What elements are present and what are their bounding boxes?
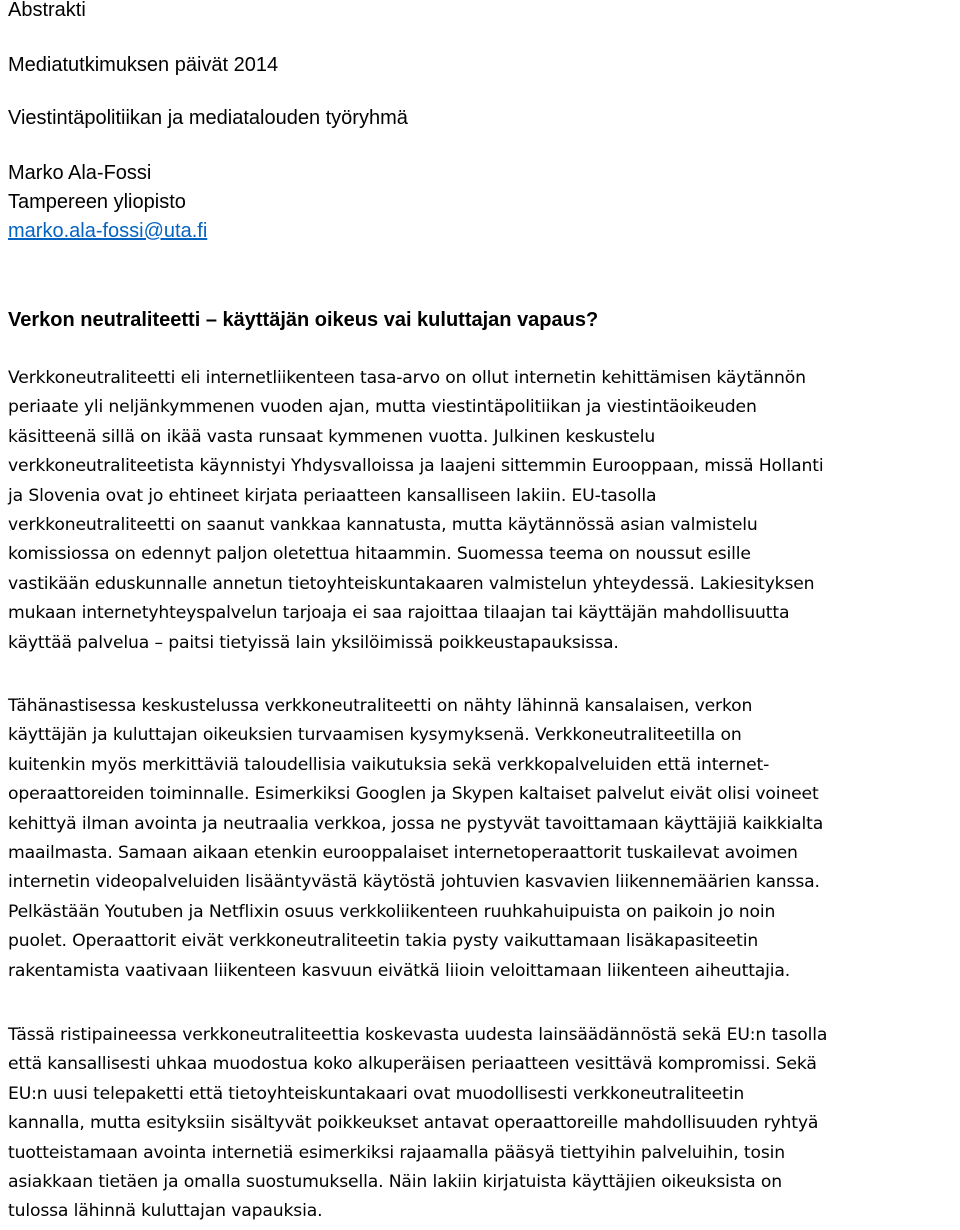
paragraph-line: Tässä ristipaineessa verkkoneutraliteettia koskevasta uudesta lainsäädännöstä sekä EU:n tasolla bbox=[8, 1025, 828, 1045]
paragraph-line: tulossa lähinnä kuluttajan vapauksia. bbox=[8, 1201, 323, 1222]
author-email-link[interactable]: marko.ala-fossi@uta.fi bbox=[8, 220, 208, 242]
paragraph-line: maailmasta. Samaan aikaan etenkin eurooppalaiset internetoperaattorit tuskailevat avoimen bbox=[8, 843, 798, 864]
author-affiliation: Tampereen yliopisto bbox=[8, 191, 186, 213]
paragraph-line: tuotteistamaan avointa internetiä esimerkiksi rajaamalla pääsyä tiettyihin palveluihin, tosin bbox=[8, 1142, 785, 1163]
paragraph-line: Verkkoneutraliteetti eli internetliikenteen tasa-arvo on ollut internetin kehittämisen käytännön bbox=[8, 368, 806, 388]
paragraph-line: kannalla, mutta esityksiin sisältyvät poikkeukset antavat operaattoreille mahdollisuuden ryhtyä bbox=[8, 1113, 819, 1134]
paragraph-line: mukaan internetyhteyspalvelun tarjoaja ei saa rajoittaa tilaajan tai käyttäjän mahdollisuutta bbox=[8, 603, 790, 624]
paragraph-1 bbox=[8, 364, 823, 658]
paragraph-line: internetin videopalveluiden lisääntyvästä käytöstä johtuvien kasvavien liikennemäärien kanssa. bbox=[8, 872, 820, 893]
author-name: Marko Ala-Fossi bbox=[8, 162, 152, 184]
paragraph-line: ja Slovenia ovat jo ehtineet kirjata periaatteen kansalliseen lakiin. EU-tasolla bbox=[8, 485, 657, 506]
working-group: Viestintäpolitiikan ja mediatalouden työryhmä bbox=[8, 107, 408, 129]
paragraph-3 bbox=[8, 1021, 827, 1227]
abstract-title: Verkon neutraliteetti – käyttäjän oikeus vai kuluttajan vapaus? bbox=[8, 309, 599, 331]
paragraph-line: Tähänastisessa keskustelussa verkkoneutraliteetti on nähty lähinnä kansalaisen, verkon bbox=[8, 696, 753, 716]
paragraph-line: asiakkaan tietäen ja omalla suostumuksella. Näin lakiin kirjatuista käyttäjien oikeuksista on bbox=[8, 1172, 782, 1193]
paragraph-line: komissiossa on edennyt paljon oletettua hitaammin. Suomessa teema on noussut esille bbox=[8, 544, 751, 565]
paragraph-line: käyttää palvelua – paitsi tietyissä lain yksilöimissä poikkeustapauksissa. bbox=[8, 632, 619, 653]
paragraph-line: käyttäjän ja kuluttajan oikeuksien turvaamisen kysymyksenä. Verkkoneutraliteetilla on bbox=[8, 725, 742, 746]
event-name: Mediatutkimuksen päivät 2014 bbox=[8, 54, 279, 76]
abstract-label: Abstrakti bbox=[8, 0, 86, 21]
paragraph-line: vastikään eduskunnalle annetun tietoyhteiskuntakaaren valmistelun yhteydessä. Lakiesityksen bbox=[8, 573, 815, 594]
paragraph-line: Pelkästään Youtuben ja Netflixin osuus verkkoliikenteen ruuhkahuipuista on paikoin jo noin bbox=[8, 901, 776, 922]
paragraph-line: käsitteenä sillä on ikää vasta runsaat kymmenen vuotta. Julkinen keskustelu bbox=[8, 426, 656, 447]
paragraph-line: operaattoreiden toiminnalle. Esimerkiksi Googlen ja Skypen kaltaiset palvelut eivät olisi voineet bbox=[8, 784, 819, 805]
paragraph-line: rakentamista vaativaan liikenteen kasvuun eivätkä liioin veloittamaan liikenteen aiheuttajia. bbox=[8, 960, 791, 981]
paragraph-line: kehittyä ilman avointa ja neutraalia verkkoa, jossa ne pystyvät tavoittamaan käyttäjiä kaikkialta bbox=[8, 813, 824, 834]
paragraph-line: EU:n uusi telepaketti että tietoyhteiskuntakaari ovat muodollisesti verkkoneutraliteetin bbox=[8, 1083, 745, 1104]
paragraph-line: että kansallisesti uhkaa muodostua koko alkuperäisen periaatteen vesittävä kompromissi. Sekä bbox=[8, 1054, 817, 1075]
paragraph-line: kuitenkin myös merkittäviä taloudellisia vaikutuksia sekä verkkopalveluiden että internet- bbox=[8, 754, 770, 775]
paragraph-line: periaate yli neljänkymmenen vuoden ajan, mutta viestintäpolitiikan ja viestintäoikeuden bbox=[8, 397, 757, 418]
paragraph-line: verkkoneutraliteetti on saanut vankkaa kannatusta, mutta käytännössä asian valmistelu bbox=[8, 515, 758, 536]
paragraph-line: puolet. Operaattorit eivät verkkoneutraliteetin takia pysty vaikuttamaan lisäkapasiteetin bbox=[8, 931, 759, 952]
paragraph-2 bbox=[8, 692, 823, 986]
paragraph-line: verkkoneutraliteetista käynnistyi Yhdysvalloissa ja laajeni sittemmin Eurooppaan, missä Hollanti bbox=[8, 456, 824, 477]
